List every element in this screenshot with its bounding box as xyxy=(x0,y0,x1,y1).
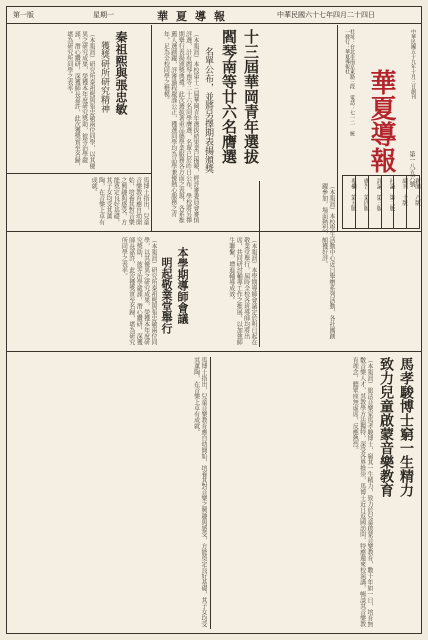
issue-number: 第一八五六號 xyxy=(408,151,415,187)
date-line: 中華民國六十七年四月二十四日 xyxy=(277,11,375,19)
main-subhead: 名單公布，並將另擇期表揚頒獎 xyxy=(203,47,213,173)
index-item: 專欄：第五版 xyxy=(349,178,356,211)
index-box xyxy=(342,175,420,229)
publisher-info: 社址：台北市南京東路三段 電話：七一二 統一發行：華夏導報社 xyxy=(344,29,355,136)
center-headline-line1: 本學期導師會議 xyxy=(176,247,189,324)
center-left-article: （本報訊）研究所秦祖熙與張忠敏兩位同學，以其優異之研究成果，榮獲本年度研究獎助，彼等治學嚴謹，潛心鑽研，深獲師長嘉許，此次獲獎實至名歸，堪為研究所同學之表率。 xyxy=(120,237,157,345)
masthead-title: 華夏導報 xyxy=(366,69,396,173)
main-headline-line1: 十三屆華岡青年選拔 xyxy=(242,29,260,164)
strip-title: 華夏導報 xyxy=(157,10,233,23)
index-item: 新聞：八版 xyxy=(406,176,419,228)
page-number: 第一版 xyxy=(13,11,34,19)
bottom-article-continued: 馬博士指出，兒童音樂教育應自幼開始，培養其對音樂之興趣與感受，方能奠定良好基礎，其子女均受其薰陶，在音樂上卓有成就。 xyxy=(192,357,207,627)
bottom-headline-line1: 馬孝駿博士窮一生精力 xyxy=(398,357,414,497)
index-item: 評論：第三版 xyxy=(368,176,381,228)
main-headline-line2: 閻琴南等廿六名膺選 xyxy=(220,29,238,164)
index-item: 廣告：第四版 xyxy=(355,176,368,228)
center-headline-line2: 明起敬業堂舉行 xyxy=(160,257,173,334)
center-article: （本報訊）本學期導師會議定於明日起在敬業堂舉行，屆時全校各班導師均將出席，共同研討輔導工作之推展，以加強師生聯繫，增進輔導成效。 xyxy=(227,237,257,345)
index-item: 副刊：十版 xyxy=(393,176,406,228)
top-strip xyxy=(7,7,421,24)
founding-line: 中華民國五十九年十月三日創刊 xyxy=(410,29,416,99)
newspaper-page xyxy=(6,6,422,634)
index-item: 社論：第二版 xyxy=(381,176,394,228)
left-headline-line1: 秦祖熙與張忠敏 xyxy=(114,31,128,115)
masthead-block xyxy=(337,25,422,231)
weekday: 星期一 xyxy=(93,11,114,19)
left-headline-line2: 獲獎研所研究精神 xyxy=(99,41,109,113)
bottom-article: （本報訊）旅法音樂家馬孝駿博士，窮其一生精力，致力於兒童啟蒙音樂教育，數十年如一日，培育無數音樂人才，其教學方法獨特，深受各界推崇，馬博士近日返國訪問，特應邀來校演講，暢談其音樂教育理念，聽眾座無虛席，反應熱烈。 xyxy=(351,357,373,627)
side-article: （本報訊）本校學生活動中心近日舉辦系列活動，各社團踴躍參加，場面熱烈，頗獲好評。 xyxy=(320,183,335,339)
left-article: （本報訊）研究所秦祖熙與張忠敏兩位同學，以其優異之研究成果，榮獲本年度研究獎助，彼等治學嚴謹，潛心鑽研，深獲師長嘉許，此次獲獎實至名歸，堪為研究所同學之表率。 xyxy=(65,31,95,169)
main-article: （本報訊）本校第十三屆華岡青年選拔結果業已揭曉，經評審委員會審慎評選，計有閻琴南等二十六名同學膺選，名單已於昨日公布，學校將另擇期舉行表揚頒獎典禮。此次選拔著重品德學業服務各方面之表現，各系推薦人選踴躍，評審過程嚴謹公正，獲選同學均為品學兼優熱心服務之青年，足為全校同學之楷模。 xyxy=(162,31,199,223)
left-lower-article: 馬博士指出，兒童音樂教育應自幼開始，培養其對音樂之興趣與感受，方能奠定良好基礎，其子女均受其薰陶，在音樂上卓有成就。 xyxy=(90,177,149,225)
bottom-headline-line2: 致力兒童啟蒙音樂教育 xyxy=(378,357,394,497)
